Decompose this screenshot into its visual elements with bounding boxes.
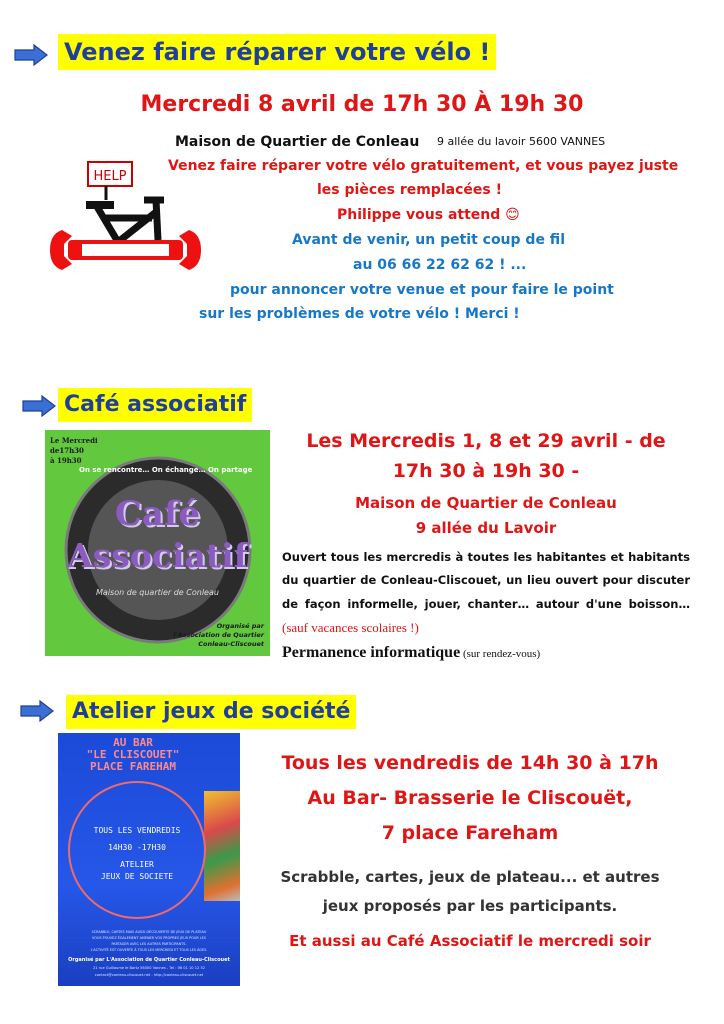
cafe-description (282, 546, 690, 640)
bike-info-phone: au 06 66 22 62 62 ! ... (353, 257, 527, 273)
cafe-address: 9 allée du Lavoir (415, 519, 557, 537)
games-desc-line-2: jeux proposés par les participants. (322, 897, 618, 915)
jeux-poster (58, 733, 240, 986)
poster-org-line-2: l'Association de Quartier (173, 631, 264, 639)
cafe-description-note: (sauf vacances scolaires !) (282, 620, 419, 635)
games-desc-line-1: Scrabble, cartes, jeux de plateau... et autres (280, 868, 660, 886)
games-extra: Et aussi au Café Associatif le mercredi soir (289, 932, 651, 950)
bike-info-line-6: pour annoncer votre venue et pour faire le point (230, 282, 614, 298)
cafe-venue: Maison de Quartier de Conleau (355, 494, 617, 512)
jeux-poster-ring-2: 14H30 -17H30 (108, 843, 166, 852)
cafe-permanence-note: (sur rendez-vous) (460, 648, 541, 660)
poster-corner-line-3: à 19h30 (50, 456, 82, 465)
help-sign-text: HELP (93, 169, 127, 184)
bike-repair-venue: Maison de Quartier de Conleau (175, 134, 420, 150)
jeux-poster-small-3: PARTAGER AVEC LES AUTRES PARTICIPANTS. (111, 942, 187, 946)
bike-info-line-3: Philippe vous attend 😊 (337, 207, 520, 223)
jeux-poster-small-4: L'ACTIVITÉ EST OUVERTE À TOUS LES MERCREDI ET TOUS LES ÂGES. (90, 948, 208, 952)
poster-arc-text: On se rencontre… On échange… On partage (79, 466, 253, 474)
poster-cafe-word: Café (114, 494, 201, 534)
bike-info-line-7: sur les problèmes de votre vélo ! Merci ! (199, 306, 520, 322)
poster-corner-line-2: de17h30 (50, 446, 84, 455)
right-arrow-icon (20, 700, 54, 722)
cafe-dates-line-2: 17h 30 à 19h 30 - (392, 460, 580, 482)
games-venue: Au Bar- Brasserie le Cliscouët, (307, 787, 633, 809)
jeux-poster-small-1: SCRABBLE, CARTES MAIS AUSSI DÉCOUVERTE DE JEUX DE PLATEAU (91, 930, 207, 934)
games-address: 7 place Fareham (381, 822, 559, 844)
poster-corner-line-1: Le Mercredi (50, 436, 98, 445)
bike-repair-address: 9 allée du lavoir 5600 VANNES (437, 135, 606, 148)
jeux-poster-small-2: VOUS POUVEZ ÉGALEMENT AMENER VOS PROPRES JEUX POUR LES (92, 936, 206, 940)
poster-house-text: Maison de quartier de Conleau (96, 588, 219, 597)
jeux-poster-mail: contact@conleau-cliscouet.net - http://conleau-cliscouet.net (94, 973, 204, 977)
cafe-dates-line-1: Les Mercredis 1, 8 et 29 avril - de (306, 430, 666, 452)
jeux-poster-addr: 21 rue Guillaume le Bartz 56000 Vannes - Tel : 06 01 10 12 52 (92, 966, 206, 970)
jeux-poster-org: Organisé par L'Association de Quartier Conleau-Cliscouet (68, 957, 230, 963)
poster-org-line-3: Conleau-Cliscouet (198, 640, 264, 648)
bike-repair-logo (48, 160, 203, 305)
cafe-permanence (282, 644, 540, 662)
bike-info-line-2: les pièces remplacées ! (317, 182, 502, 198)
jeux-poster-head-2: "LE CLISCOUET" (86, 748, 180, 761)
jeux-poster-ring-1: TOUS LES VENDREDIS (93, 826, 181, 835)
right-arrow-icon (22, 395, 56, 417)
bike-repair-date: Mercredi 8 avril de 17h 30 À 19h 30 (140, 92, 584, 117)
section-title-games: Atelier jeux de société (66, 695, 356, 729)
jeux-poster-head-3: PLACE FAREHAM (89, 760, 177, 773)
cafe-associatif-poster (45, 430, 270, 656)
jeux-poster-ring-3: ATELIER (120, 860, 154, 869)
cafe-description-text: Ouvert tous les mercredis à toutes les habitantes et habitants du quartier de Conleau-Cliscouet, un lieu ouvert pour discuter de façon informelle, jouer, chanter… autour d'une boisson… (282, 550, 690, 611)
poster-associatif-word: Associatif (67, 536, 248, 575)
games-schedule: Tous les vendredis de 14h 30 à 17h (281, 752, 659, 774)
poster-org-line-1: Organisé par (216, 622, 264, 630)
jeux-poster-head-1: AU BAR (113, 736, 153, 749)
cafe-permanence-label: Permanence informatique (282, 644, 461, 661)
bike-info-line-1: Venez faire réparer votre vélo gratuitement, et vous payez juste (168, 158, 679, 174)
bike-info-line-4: Avant de venir, un petit coup de fil (292, 232, 565, 248)
right-arrow-icon (14, 44, 48, 66)
section-title-cafe: Café associatif (58, 388, 252, 422)
section-title-bike-repair: Venez faire réparer votre vélo ! (58, 34, 496, 70)
jeux-poster-ring-4: JEUX DE SOCIETE (100, 872, 174, 881)
